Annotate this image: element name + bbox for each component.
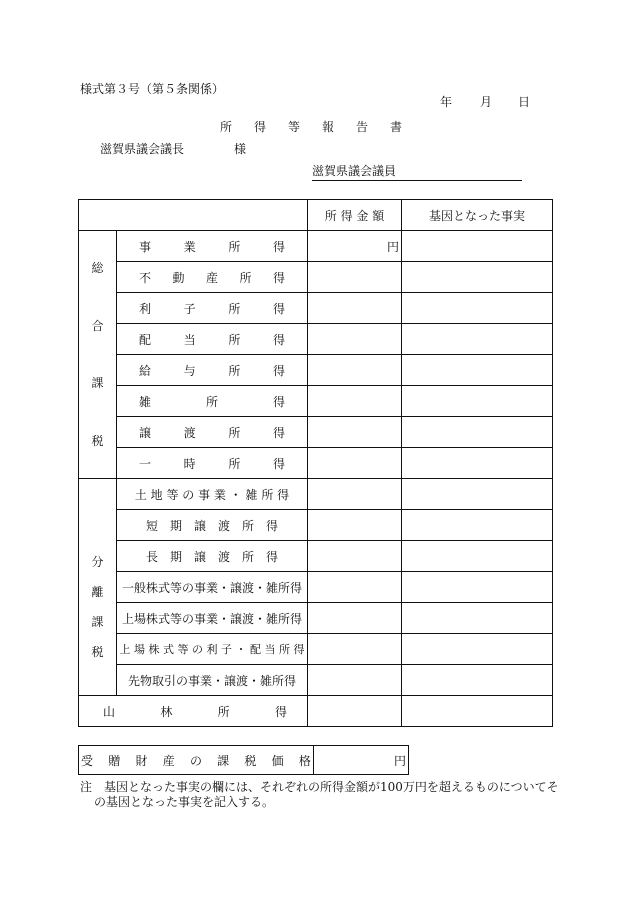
table-row bbox=[79, 355, 553, 386]
fact-cell[interactable] bbox=[402, 417, 553, 448]
amount-cell[interactable] bbox=[308, 510, 402, 541]
title-char: 書 bbox=[390, 120, 403, 134]
day-label: 日 bbox=[518, 95, 531, 109]
header-amount: 所 得 金 額 bbox=[308, 200, 402, 231]
member-label: 滋賀県議会議員 bbox=[312, 164, 397, 178]
item-label-sanrin: 山 林 所 得 bbox=[79, 696, 308, 727]
item-label: 上場株式等の事業・譲渡・雑所得 bbox=[117, 603, 308, 634]
category-sogo bbox=[79, 231, 117, 479]
footnote-line-2: の基因となった事実を記入する。 bbox=[94, 795, 275, 809]
category-char: 総 bbox=[91, 261, 104, 276]
amount-cell[interactable] bbox=[308, 696, 402, 727]
title-char: 所 bbox=[220, 120, 233, 134]
item-label: 利 子 所 得 bbox=[117, 293, 308, 324]
fact-cell[interactable] bbox=[402, 696, 553, 727]
amount-cell[interactable] bbox=[308, 262, 402, 293]
amount-cell[interactable] bbox=[308, 355, 402, 386]
document-title bbox=[220, 118, 424, 135]
amount-cell[interactable] bbox=[308, 293, 402, 324]
amount-cell[interactable] bbox=[308, 448, 402, 479]
fact-cell[interactable] bbox=[402, 262, 553, 293]
table-row bbox=[79, 572, 553, 603]
item-label: 雑 所 得 bbox=[117, 386, 308, 417]
fact-cell[interactable] bbox=[402, 324, 553, 355]
month-label: 月 bbox=[480, 95, 493, 109]
fact-cell[interactable] bbox=[402, 541, 553, 572]
table-row bbox=[79, 603, 553, 634]
gift-label: 受 贈 財 産 の 課 税 価 格 bbox=[79, 746, 314, 775]
table-row bbox=[79, 479, 553, 510]
fact-cell[interactable] bbox=[402, 355, 553, 386]
item-label: 一 時 所 得 bbox=[117, 448, 308, 479]
category-char: 離 bbox=[91, 585, 104, 599]
amount-cell[interactable] bbox=[308, 386, 402, 417]
item-label: 不 動 産 所 得 bbox=[117, 262, 308, 293]
item-label: 一般株式等の事業・譲渡・雑所得 bbox=[117, 572, 308, 603]
category-char: 課 bbox=[91, 615, 104, 629]
table-header-row bbox=[79, 200, 553, 231]
category-char: 合 bbox=[91, 318, 104, 333]
table-row bbox=[79, 417, 553, 448]
item-label: 先物取引の事業・譲渡・雑所得 bbox=[117, 665, 308, 696]
addressee: 滋賀県議会議長 bbox=[100, 142, 185, 156]
header-blank bbox=[79, 200, 308, 231]
table-row bbox=[79, 696, 553, 727]
footnote-line-1: 注 基因となった事実の欄には、それぞれの所得金額が100万円を超えるものについてそ bbox=[80, 780, 559, 794]
member-signature-line[interactable] bbox=[312, 162, 522, 181]
item-label: 事 業 所 得 bbox=[117, 231, 308, 262]
amount-cell[interactable] bbox=[308, 541, 402, 572]
table-row bbox=[79, 541, 553, 572]
amount-cell[interactable] bbox=[308, 417, 402, 448]
amount-cell[interactable] bbox=[308, 603, 402, 634]
form-number: 様式第３号（第５条関係） bbox=[80, 82, 225, 96]
fact-cell[interactable] bbox=[402, 293, 553, 324]
fact-cell[interactable] bbox=[402, 572, 553, 603]
amount-cell[interactable] bbox=[308, 634, 402, 665]
item-label: 土 地 等 の 事 業 ・ 雑 所 得 bbox=[117, 479, 308, 510]
date-line bbox=[440, 93, 530, 110]
item-label: 長 期 譲 渡 所 得 bbox=[117, 541, 308, 572]
table-row bbox=[79, 386, 553, 417]
category-char: 税 bbox=[91, 645, 104, 659]
gift-amount-cell[interactable]: 円 bbox=[314, 746, 409, 775]
amount-cell[interactable] bbox=[308, 572, 402, 603]
item-label: 短 期 譲 渡 所 得 bbox=[117, 510, 308, 541]
addressee-suffix: 様 bbox=[234, 142, 247, 156]
title-char: 告 bbox=[356, 120, 369, 134]
table-row bbox=[79, 510, 553, 541]
table-row bbox=[79, 262, 553, 293]
category-char: 税 bbox=[91, 433, 104, 448]
title-char: 報 bbox=[322, 120, 335, 134]
category-bunri bbox=[79, 479, 117, 696]
fact-cell[interactable] bbox=[402, 634, 553, 665]
fact-cell[interactable] bbox=[402, 603, 553, 634]
header-fact: 基因となった事実 bbox=[402, 200, 553, 231]
amount-cell[interactable]: 円 bbox=[308, 231, 402, 262]
item-label: 譲 渡 所 得 bbox=[117, 417, 308, 448]
amount-cell[interactable] bbox=[308, 324, 402, 355]
item-label: 配 当 所 得 bbox=[117, 324, 308, 355]
fact-cell[interactable] bbox=[402, 510, 553, 541]
amount-cell[interactable] bbox=[308, 479, 402, 510]
table-row bbox=[79, 293, 553, 324]
category-char: 分 bbox=[91, 555, 104, 569]
amount-cell[interactable] bbox=[308, 665, 402, 696]
fact-cell[interactable] bbox=[402, 386, 553, 417]
table-row bbox=[79, 634, 553, 665]
fact-cell[interactable] bbox=[402, 448, 553, 479]
income-table bbox=[78, 199, 553, 727]
fact-cell[interactable] bbox=[402, 231, 553, 262]
item-label: 給 与 所 得 bbox=[117, 355, 308, 386]
fact-cell[interactable] bbox=[402, 479, 553, 510]
year-label: 年 bbox=[440, 95, 453, 109]
fact-cell[interactable] bbox=[402, 665, 553, 696]
footnote bbox=[80, 780, 559, 810]
table-row bbox=[79, 231, 553, 262]
item-label: 上 場 株 式 等 の 利 子 ・ 配 当 所 得 bbox=[117, 634, 308, 665]
category-char: 課 bbox=[91, 376, 104, 391]
gift-tax-table bbox=[78, 745, 409, 775]
table-row bbox=[79, 448, 553, 479]
title-char: 等 bbox=[288, 120, 301, 134]
table-row bbox=[79, 665, 553, 696]
title-char: 得 bbox=[254, 120, 267, 134]
table-row bbox=[79, 324, 553, 355]
addressee-line bbox=[100, 140, 246, 157]
